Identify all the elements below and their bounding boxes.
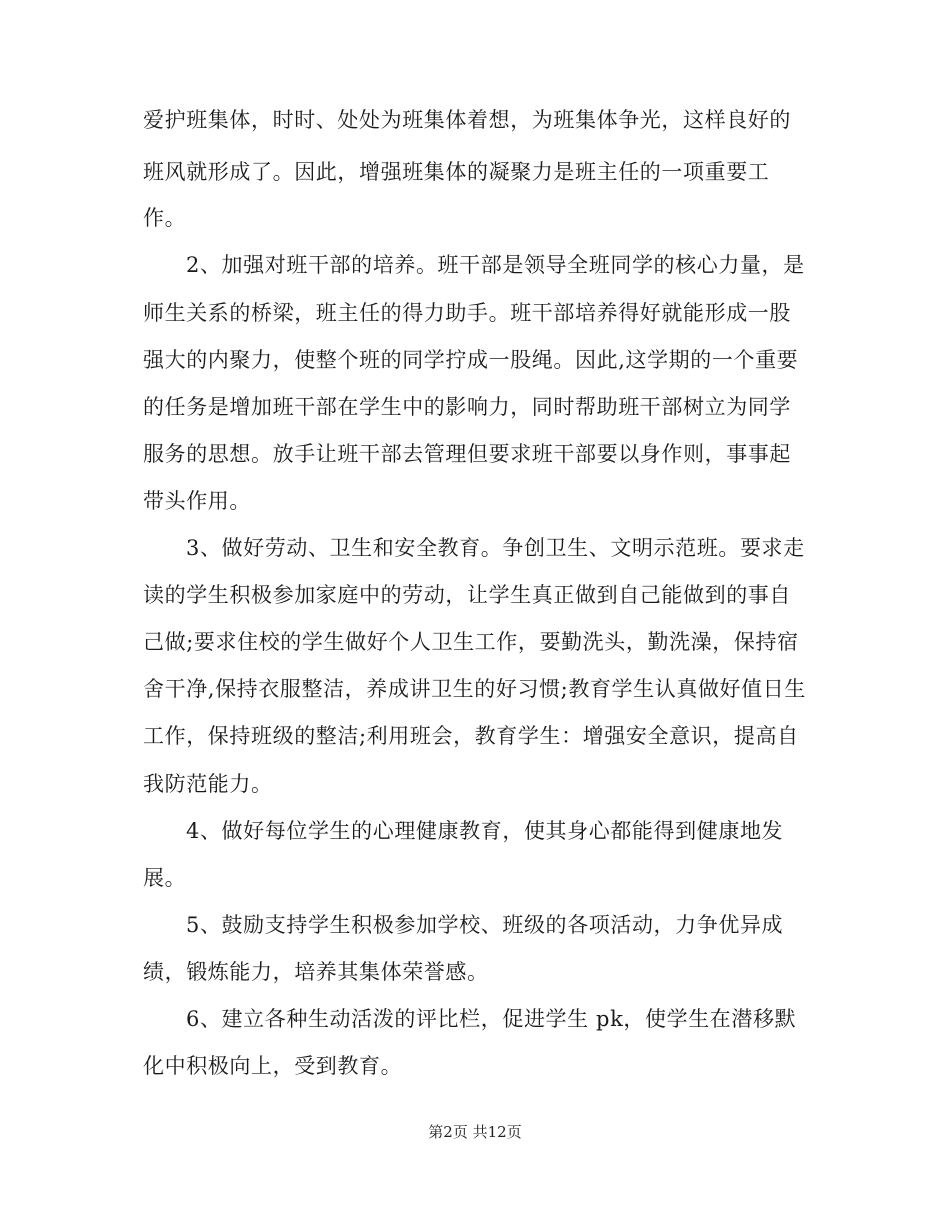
body-text-line: 班风就形成了。因此，增强班集体的凝聚力是班主任的一项重要工 bbox=[143, 160, 770, 184]
body-text-line: 服务的思想。放手让班干部去管理但要求班干部要以身作则，事事起 bbox=[143, 442, 791, 466]
paragraph-6-start: 6、建立各种生动活泼的评比栏，促进学生 pk，使学生在潜移默 bbox=[186, 1007, 797, 1031]
body-text-line: 舍干净,保持衣服整洁，养成讲卫生的好习惯;教育学生认真做好值日生 bbox=[143, 677, 806, 701]
body-text-line: 强大的内聚力，使整个班的同学拧成一股绳。因此,这学期的一个重要 bbox=[143, 348, 799, 372]
body-text-line: 工作，保持班级的整洁;利用班会，教育学生：增强安全意识，提高自 bbox=[143, 724, 799, 748]
paragraph-5-start: 5、鼓励支持学生积极参加学校、班级的各项活动，力争优异成 bbox=[186, 913, 784, 937]
page-number-footer: 第2页 共12页 bbox=[428, 1123, 522, 1141]
body-text-line: 化中积极向上，受到教育。 bbox=[143, 1054, 403, 1078]
body-text-line: 我防范能力。 bbox=[143, 772, 273, 796]
paragraph-3-start: 3、做好劳动、卫生和安全教育。争创卫生、文明示范班。要求走 bbox=[186, 536, 805, 560]
body-text-line: 展。 bbox=[143, 866, 187, 890]
body-text-line: 读的学生积极参加家庭中的劳动，让学生真正做到自己能做到的事自 bbox=[143, 583, 791, 607]
paragraph-4-start: 4、做好每位学生的心理健康教育，使其身心都能得到健康地发 bbox=[186, 819, 784, 843]
body-text-line: 己做;要求住校的学生做好个人卫生工作，要勤洗头，勤洗澡，保持宿 bbox=[143, 630, 799, 654]
paragraph-2-start: 2、加强对班干部的培养。班干部是领导全班同学的核心力量，是 bbox=[186, 253, 805, 277]
body-text-line: 绩，锻炼能力，培养其集体荣誉感。 bbox=[143, 960, 489, 984]
body-text-line: 爱护班集体，时时、处处为班集体着想，为班集体争光，这样良好的 bbox=[143, 108, 791, 132]
body-text-line: 带头作用。 bbox=[143, 489, 251, 513]
body-text-line: 作。 bbox=[143, 206, 187, 230]
body-text-line: 师生关系的桥梁，班主任的得力助手。班干部培养得好就能形成一股 bbox=[143, 301, 791, 325]
body-text-line: 的任务是增加班干部在学生中的影响力，同时帮助班干部树立为同学 bbox=[143, 395, 791, 419]
